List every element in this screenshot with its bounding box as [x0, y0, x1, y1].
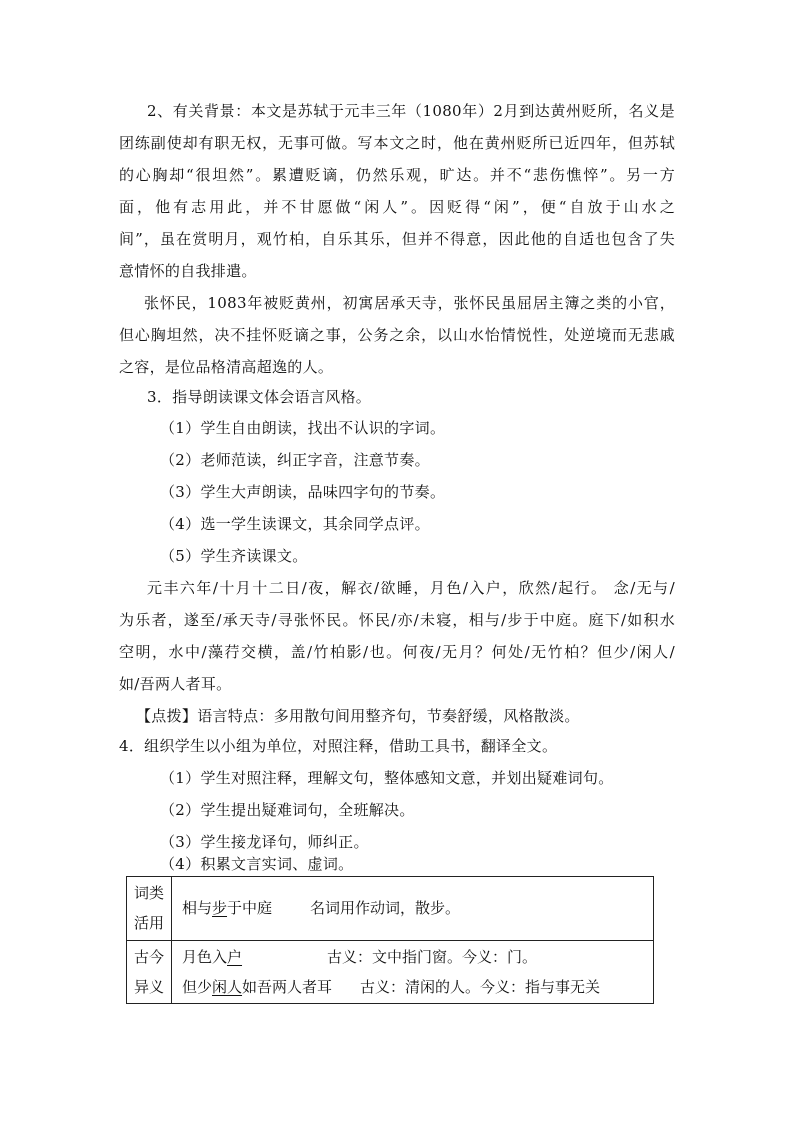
- example-phrase: 相与步于中庭: [182, 899, 273, 918]
- row-header-word-class-shift: 词类 活用: [127, 877, 172, 941]
- background-line-2: 团练副使却有职无权，无事可做。写本文之时，他在黄州贬所已近四年，但苏轼: [119, 134, 675, 152]
- reading-step-2: （2）老师范读，纠正字音，注意节奏。: [160, 451, 430, 469]
- reading-step-4: （4）选一学生读课文，其余同学点评。: [160, 515, 430, 533]
- passage-line-3: 空明，水中/藻荇交横，盖/竹柏影/也。何夜/无月？何处/无竹柏？但少/闲人/: [119, 643, 675, 661]
- row-header-ancient-modern-meaning: 古今 异义: [127, 940, 172, 1004]
- reading-step-3: （3）学生大声朗读，品味四字句的节奏。: [160, 483, 446, 501]
- reading-step-1: （1）学生自由朗读，找出不认识的字词。: [160, 419, 446, 437]
- background-line-5: 间”，虽在赏明月，观竹柏，自乐其乐，但并不得意，因此他的自适也包含了失: [119, 230, 675, 248]
- background-line-3: 的心胸却“很坦然”。累遭贬谪，仍然乐观，旷达。并不“悲伤憔悴”。另一方: [119, 166, 675, 184]
- zhang-huaimin-line-3: 之容，是位品格清高超逸的人。: [119, 358, 334, 376]
- explanation-text: 古义：文中指门窗。今义：门。: [327, 947, 538, 966]
- zhang-huaimin-line-2: 但心胸坦然，决不挂怀贬谪之事，公务之余，以山水怡情悦性，处逆境而无悲戚: [119, 326, 675, 344]
- background-line-1: 2、有关背景：本文是苏轼于元丰三年（1080年）2月到达黄州贬所，名义是: [147, 102, 675, 120]
- translation-step-1: （1）学生对照注释，理解文句，整体感知文意，并划出疑难词句。: [160, 769, 614, 787]
- passage-line-2: 为乐者，遂至/承天寺/寻张怀民。怀民/亦/未寝，相与/步于中庭。庭下/如积水: [119, 611, 675, 629]
- translation-step-3: （3）学生接龙译句，师纠正。: [160, 833, 369, 851]
- tip-line: [136, 706, 580, 726]
- section-3-heading: 3．指导朗读课文体会语言风格。: [147, 388, 372, 406]
- example-phrase: 月色入户: [182, 947, 243, 966]
- explanation-text: 古义：清闲的人。今义：指与事无关: [360, 977, 601, 996]
- ancient-modern-meaning-cell: [172, 940, 654, 1004]
- background-line-6: 意情怀的自我排遣。: [119, 262, 257, 280]
- tip-label: 【点拨】: [136, 707, 198, 725]
- vocabulary-table: [126, 876, 654, 1004]
- section-4-heading: 4．组织学生以小组为单位，对照注释，借助工具书，翻译全文。: [119, 737, 558, 755]
- zhang-huaimin-line-1: 张怀民，1083年被贬黄州，初寓居承天寺，张怀民虽屈居主簿之类的小官，: [144, 294, 675, 312]
- table-row: [127, 877, 654, 941]
- word-class-shift-cell: [172, 877, 654, 941]
- reading-step-5: （5）学生齐读课文。: [160, 547, 308, 565]
- translation-step-4: （4）积累文言实词、虚词。: [160, 855, 354, 873]
- passage-line-4: 如/吾两人者耳。: [119, 675, 232, 693]
- translation-step-2: （2）学生提出疑难词句，全班解决。: [160, 801, 415, 819]
- example-phrase: 但少闲人如吾两人者耳: [182, 977, 333, 996]
- background-line-4: 面，他有志用此，并不甘愿做“闲人”。因贬得“闲”，便“自放于山水之: [119, 198, 675, 216]
- explanation-text: 名词用作动词，散步。: [310, 899, 461, 918]
- passage-line-1: 元丰六年/十月十二日/夜，解衣/欲睡，月色/入户，欣然/起行。 念/无与/: [147, 579, 675, 597]
- table-row: [127, 940, 654, 1004]
- tip-text: 语言特点：多用散句间用整齐句，节奏舒缓，风格散淡。: [197, 707, 580, 725]
